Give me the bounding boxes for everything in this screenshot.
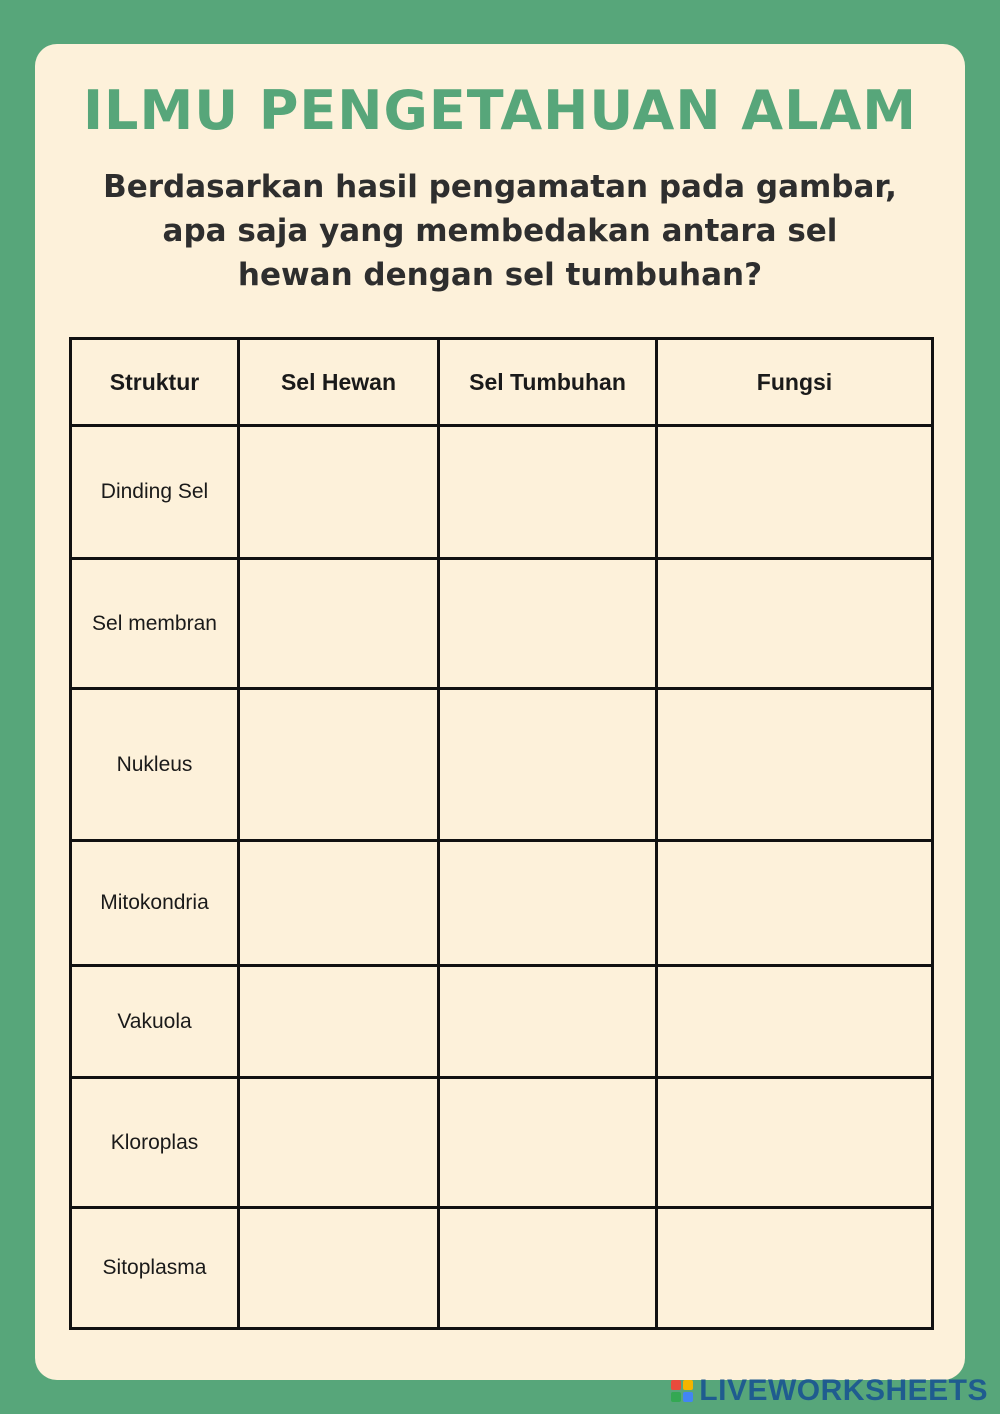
table-row bbox=[71, 1078, 933, 1208]
answer-cell-sel-tumbuhan[interactable] bbox=[439, 559, 657, 689]
answer-cell-fungsi[interactable] bbox=[657, 841, 933, 966]
answer-cell-sel-hewan[interactable] bbox=[239, 841, 439, 966]
table-header-row bbox=[71, 339, 933, 426]
answer-cell-sel-hewan[interactable] bbox=[239, 559, 439, 689]
answer-cell-sel-tumbuhan[interactable] bbox=[439, 966, 657, 1078]
row-label-nukleus: Nukleus bbox=[71, 689, 239, 841]
answer-cell-fungsi[interactable] bbox=[657, 559, 933, 689]
header-fungsi: Fungsi bbox=[657, 339, 933, 426]
comparison-table bbox=[69, 337, 934, 1330]
row-label-kloroplas: Kloroplas bbox=[71, 1078, 239, 1208]
answer-cell-sel-tumbuhan[interactable] bbox=[439, 1078, 657, 1208]
answer-cell-sel-tumbuhan[interactable] bbox=[439, 689, 657, 841]
row-label-dinding-sel: Dinding Sel bbox=[71, 426, 239, 559]
table-row bbox=[71, 1208, 933, 1329]
answer-cell-fungsi[interactable] bbox=[657, 689, 933, 841]
answer-cell-sel-hewan[interactable] bbox=[239, 966, 439, 1078]
table-row bbox=[71, 689, 933, 841]
answer-cell-fungsi[interactable] bbox=[657, 1078, 933, 1208]
answer-cell-sel-tumbuhan[interactable] bbox=[439, 426, 657, 559]
header-sel-tumbuhan: Sel Tumbuhan bbox=[439, 339, 657, 426]
liveworksheets-watermark: LIVEWORKSHEETS bbox=[699, 1374, 988, 1407]
liveworksheets-logo bbox=[671, 1374, 988, 1408]
row-label-mitokondria: Mitokondria bbox=[71, 841, 239, 966]
answer-cell-sel-tumbuhan[interactable] bbox=[439, 841, 657, 966]
answer-cell-sel-hewan[interactable] bbox=[239, 1078, 439, 1208]
table-row bbox=[71, 559, 933, 689]
table-row bbox=[71, 966, 933, 1078]
answer-cell-fungsi[interactable] bbox=[657, 966, 933, 1078]
answer-cell-sel-hewan[interactable] bbox=[239, 1208, 439, 1329]
answer-cell-sel-hewan[interactable] bbox=[239, 689, 439, 841]
header-sel-hewan: Sel Hewan bbox=[239, 339, 439, 426]
row-label-vakuola: Vakuola bbox=[71, 966, 239, 1078]
header-struktur: Struktur bbox=[71, 339, 239, 426]
row-label-sel-membran: Sel membran bbox=[71, 559, 239, 689]
row-label-sitoplasma: Sitoplasma bbox=[71, 1208, 239, 1329]
question-text: Berdasarkan hasil pengamatan pada gambar, apa saja yang membedakan antara sel hewan dengan sel tumbuhan? bbox=[103, 169, 897, 293]
answer-cell-fungsi[interactable] bbox=[657, 1208, 933, 1329]
table-row bbox=[71, 841, 933, 966]
liveworksheets-logo-icon bbox=[671, 1380, 693, 1402]
answer-cell-sel-tumbuhan[interactable] bbox=[439, 1208, 657, 1329]
table-row bbox=[71, 426, 933, 559]
answer-cell-sel-hewan[interactable] bbox=[239, 426, 439, 559]
answer-cell-fungsi[interactable] bbox=[657, 426, 933, 559]
page-title: ILMU PENGETAHUAN ALAM bbox=[82, 79, 918, 142]
